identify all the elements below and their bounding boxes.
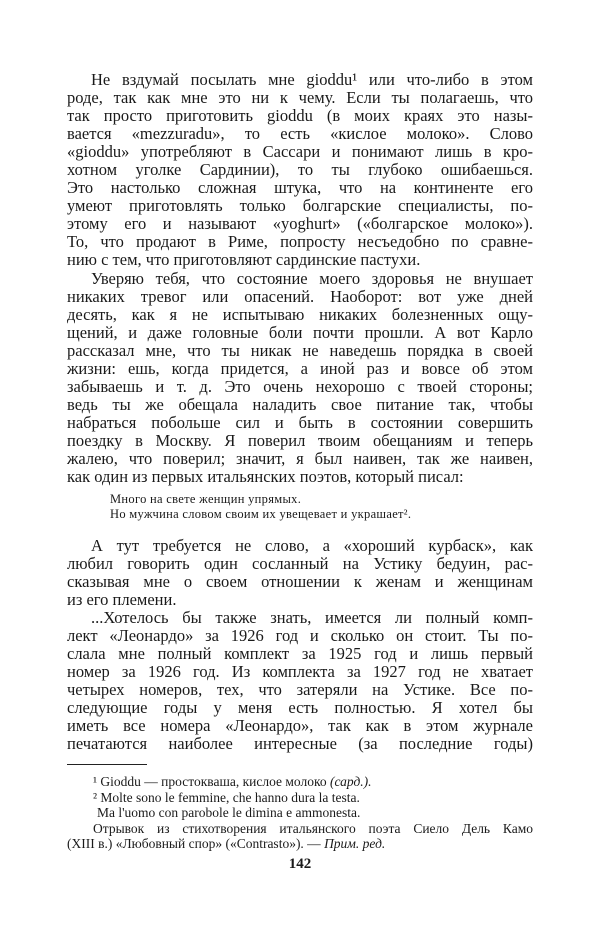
text-line: хотном уголке Сардинии), то ты глубоко ошибаешься. (67, 160, 533, 179)
paragraph-3 (67, 537, 533, 609)
text-line: десять, как я не испытываю никаких болезненных ощу- (67, 305, 533, 324)
text-line: любил говорить один сосланный на Устику бедуин, рас- (67, 554, 533, 573)
text-line: так просто приготовить gioddu (в моих краях это назы- (67, 106, 533, 125)
text-line: роде, так как мне это ни к чему. Если ты полагаешь, что (67, 88, 533, 107)
text-line: печатаются наиболее интересные (за последние годы) (67, 734, 533, 753)
text-line: следующие годы у меня есть полностью. Я хотел бы (67, 698, 533, 717)
text-line: Не вздумай посылать мне gioddu¹ или что-либо в этом (91, 70, 533, 89)
text-line: умеют приготовлять только болгарские специалисты, по- (67, 196, 533, 215)
text-line: этому его и называют «yoghurt» («болгарское молоко»). (67, 214, 533, 233)
paragraph-4 (67, 609, 533, 753)
text-line: иметь все номера «Леонардо», так как в этом журнале (67, 716, 533, 735)
paragraph-1 (67, 71, 533, 269)
text-line: из его племени. (67, 590, 177, 609)
text-line: как один из первых итальянских поэтов, который писал: (67, 467, 464, 486)
page-number: 142 (288, 856, 312, 872)
text-line: набраться побольше сил и быть в состоянии совершить (67, 413, 533, 432)
text-line: вается «mezzuradu», то есть «кислое молоко». Слово (67, 124, 533, 143)
text-line: ведь ты же обещала наладить свое питание так, чтобы (67, 395, 533, 414)
text-line: номер за 1926 год. Из комплекта за 1927 год не хватает (67, 662, 533, 681)
text-line: рассказал мне, что ты никак не наведешь порядка в своей (67, 341, 533, 360)
footnote-2: ² Molte sono le femmine, che hanno dura la testa. (93, 789, 360, 805)
footnote-1: ¹ Gioddu — простокваша, кислое молоко (сард.). (93, 774, 372, 789)
text-line: жизни: ешь, когда придется, а иной раз и вовсе об этом (67, 359, 533, 378)
text-line: Это настолько сложная штука, что на континенте его (67, 178, 533, 197)
text-line: щений, и даже головные боли почти прошли. А вот Карло (67, 323, 533, 342)
footnotes (67, 774, 533, 852)
text-line: ...Хотелось бы также знать, имеется ли полный комп- (91, 608, 533, 627)
text-line: четырех номеров, тех, что затеряли на Устике. Все по- (67, 680, 533, 699)
poem-line: Много на свете женщин упрямых. (110, 492, 302, 506)
footnote-2-line-3: Отрывок из стихотворения итальянского поэта Сиело Дель Камо (93, 820, 533, 836)
footnote-2-line-4: (XIII в.) «Любовный спор» («Contrasto»). — Прим. ред. (67, 836, 386, 851)
text-line: жалею, что поверил; значит, я был наивен, так же наивен, (67, 449, 533, 468)
text-line: А тут требуется не слово, а «хороший курбаск», как (91, 536, 533, 555)
text-line: слала мне полный комплект за 1925 год и лишь первый (67, 644, 533, 663)
footnote-divider (67, 764, 147, 765)
text-line: забываешь и т. д. Это очень нехорошо с твоей стороны; (67, 377, 533, 396)
text-line: То, что продают в Риме, попросту несъедобно по сравне- (67, 232, 533, 251)
text-line: лект «Леонардо» за 1926 год и сколько он стоит. Ты по- (67, 626, 533, 645)
paragraph-2 (67, 270, 533, 486)
text-line: Уверяю тебя, что состояние моего здоровья не внушает (91, 269, 533, 288)
text-line: сказывая мне о своем отношении к женам и женщинам (67, 572, 533, 591)
footnote-2-line-2: Ma l'uomo con parobole le dimina e ammonesta. (97, 805, 361, 820)
text-line: поездку в Москву. Я поверил твоим обещаниям и теперь (67, 431, 533, 450)
poem-quote (110, 492, 411, 522)
poem-line: Но мужчина словом своим их увещевает и украшает². (110, 507, 412, 521)
text-line: «gioddu» употребляют в Сассари и понимают лишь в кро- (67, 142, 533, 161)
text-line: никаких тревог или опасений. Наоборот: вот уже дней (67, 287, 533, 306)
text-line: нию с тем, что приготовляют сардинские пастухи. (67, 250, 421, 269)
